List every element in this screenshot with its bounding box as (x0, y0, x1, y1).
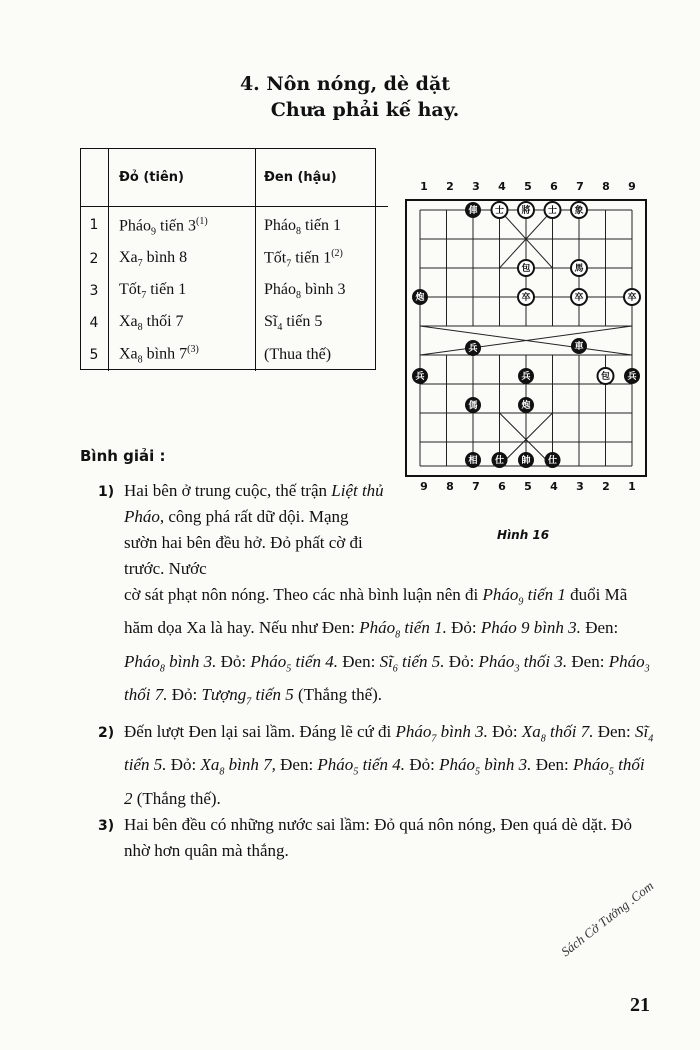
piece-pawn (518, 289, 534, 305)
red-move: Tốt$_7$ tiến 1 (109, 275, 256, 307)
header-number (80, 148, 109, 207)
file-number: 9 (420, 480, 428, 493)
piece-general-red (518, 452, 534, 468)
figure-caption: Hình 16 (497, 528, 550, 542)
svg-text:俥: 俥 (468, 206, 478, 216)
table-row (80, 339, 388, 371)
file-number: 8 (446, 480, 454, 493)
section-title: 4. Nôn nóng, dè dặt (239, 73, 451, 95)
piece-horse (571, 260, 587, 276)
svg-text:包: 包 (600, 372, 611, 382)
black-move: Pháo$_8$ bình 3 (264, 280, 346, 302)
header-red: Đỏ (tiên) (109, 148, 256, 207)
svg-text:馬: 馬 (574, 264, 584, 274)
table-header-row (80, 148, 388, 207)
red-move: $Xa_8$ thối 7 (109, 307, 256, 339)
piece-cannon (598, 368, 614, 384)
note-number: 2) (98, 725, 115, 741)
svg-text:士: 士 (494, 206, 505, 216)
svg-text:傌: 傌 (468, 401, 478, 411)
board-grid (420, 210, 632, 466)
move-number: 2 (80, 243, 109, 275)
move-number: 4 (80, 307, 109, 339)
move-number: 5 (80, 339, 109, 371)
file-number: 9 (628, 180, 636, 193)
svg-text:兵: 兵 (627, 372, 637, 382)
piece-soldier (412, 368, 428, 384)
file-number: 6 (498, 480, 506, 493)
file-number: 4 (550, 480, 558, 493)
table-row (80, 243, 388, 275)
note-2: Đến lượt Đen lại sai lầm. Đáng lẽ cứ đi Pháo$_7$ bình 3. Đỏ: $Xa_8$ thối 7. Đen: $Sĩ_4$ tiến 5. Đỏ: $Xa_8$ bình 7, Đen: Pháo$_5$ tiến 4. Đỏ: Pháo$_5$ bình 3. Đen: Pháo$_5$ thối 2 (Thắng thế). (124, 722, 654, 808)
file-number: 7 (472, 480, 480, 493)
table-row (80, 275, 388, 307)
piece-general (518, 202, 534, 218)
piece-advisor-red (492, 452, 508, 468)
move-number: 1 (80, 207, 109, 244)
black-move: (Thua thế) (264, 346, 332, 363)
piece-advisor (492, 202, 508, 218)
piece-cannon (518, 260, 534, 276)
page-number: 21 (630, 994, 650, 1016)
piece-elephant-red (465, 452, 481, 468)
svg-text:兵: 兵 (521, 372, 531, 382)
piece-elephant (571, 202, 587, 218)
board-svg (398, 196, 654, 496)
piece-chariot (571, 338, 587, 354)
file-number: 4 (498, 180, 506, 193)
piece-pawn (571, 289, 587, 305)
piece-black-chariot (465, 202, 481, 218)
section-heading: Bình giải : (80, 447, 166, 465)
svg-text:兵: 兵 (415, 372, 425, 382)
svg-text:卒: 卒 (521, 293, 531, 303)
file-number: 2 (602, 480, 610, 493)
note-3: Hai bên đều có những nước sai lầm: Đỏ quá nôn nóng, Đen quá dè dặt. Đỏ nhờ hơn quân mà thắng. (124, 815, 633, 860)
svg-text:炮: 炮 (415, 293, 425, 303)
file-number: 1 (420, 180, 428, 193)
watermark: Sách Cờ Tướng .Com (558, 878, 657, 960)
svg-text:將: 將 (521, 206, 531, 216)
piece-cannon-red (518, 397, 534, 413)
file-number: 5 (524, 180, 532, 193)
svg-text:包: 包 (521, 264, 531, 274)
file-number: 5 (524, 480, 532, 493)
piece-cannon-red (412, 289, 428, 305)
svg-text:相: 相 (468, 456, 478, 466)
piece-advisor-red (545, 452, 561, 468)
svg-text:士: 士 (547, 206, 558, 216)
file-number: 1 (628, 480, 636, 493)
file-number: 7 (576, 180, 584, 193)
note-1-part-a: Hai bên ở trung cuộc, thế trận Liệt thủ Pháo, công phá rất dữ dội. Mạng sườn hai bên đều hở. Đỏ phất cờ đi trước. Nước (124, 481, 384, 578)
red-move: $Xa_7$ bình 8 (109, 243, 256, 275)
red-move: $Xa_8$ bình 7$^{(3)}$ (109, 339, 256, 371)
piece-horse-red (465, 397, 481, 413)
piece-advisor (545, 202, 561, 218)
piece-soldier (518, 368, 534, 384)
table-row (80, 307, 388, 339)
svg-text:帥: 帥 (521, 456, 531, 466)
red-move: Pháo$_9$ tiến 3$^{(1)}$ (109, 207, 256, 244)
note-number: 3) (98, 818, 115, 834)
svg-text:象: 象 (574, 206, 584, 216)
file-number: 3 (576, 480, 584, 493)
piece-pawn (624, 289, 640, 305)
svg-text:卒: 卒 (574, 293, 584, 303)
file-number: 6 (550, 180, 558, 193)
table-row (80, 207, 388, 244)
file-number: 2 (446, 180, 454, 193)
svg-text:卒: 卒 (627, 293, 637, 303)
note-number: 1) (98, 484, 115, 500)
file-number: 3 (472, 180, 480, 193)
black-move: Tốt$_7$ tiến 1$^{(2)}$ (264, 248, 343, 270)
svg-text:炮: 炮 (521, 401, 531, 411)
svg-text:仕: 仕 (494, 456, 505, 466)
section-subtitle: Chưa phải kế hay. (270, 99, 460, 121)
piece-soldier (624, 368, 640, 384)
svg-text:仕: 仕 (547, 456, 558, 466)
black-move: Pháo$_8$ tiến 1 (264, 216, 341, 238)
xiangqi-board-figure (398, 172, 654, 502)
move-number: 3 (80, 275, 109, 307)
file-number: 8 (602, 180, 610, 193)
svg-text:兵: 兵 (468, 344, 478, 354)
moves-table (80, 148, 388, 371)
svg-text:車: 車 (574, 342, 584, 352)
note-1-part-b: cờ sát phạt nôn nóng. Theo các nhà bình luận nên đi Pháo$_9$ tiến 1 đuổi Mã hăm dọa Xa là hay. Nếu như Đen: Pháo$_8$ tiến 1. Đỏ: Pháo 9 bình 3. Đen: Pháo$_8$ bình 3. Đỏ: Pháo$_5$ tiến 4. Đen: $Sĩ_6$ tiến 5. Đỏ: Pháo$_3$ thối 3. Đen: Pháo$_3$ thối 7. Đỏ: Tượng$_7$ tiến 5 (Thắng thế). (124, 585, 650, 708)
piece-soldier (465, 340, 481, 356)
black-move: $Sĩ_4$ tiến 5 (264, 312, 323, 334)
header-black: Đen (hậu) (256, 148, 389, 207)
